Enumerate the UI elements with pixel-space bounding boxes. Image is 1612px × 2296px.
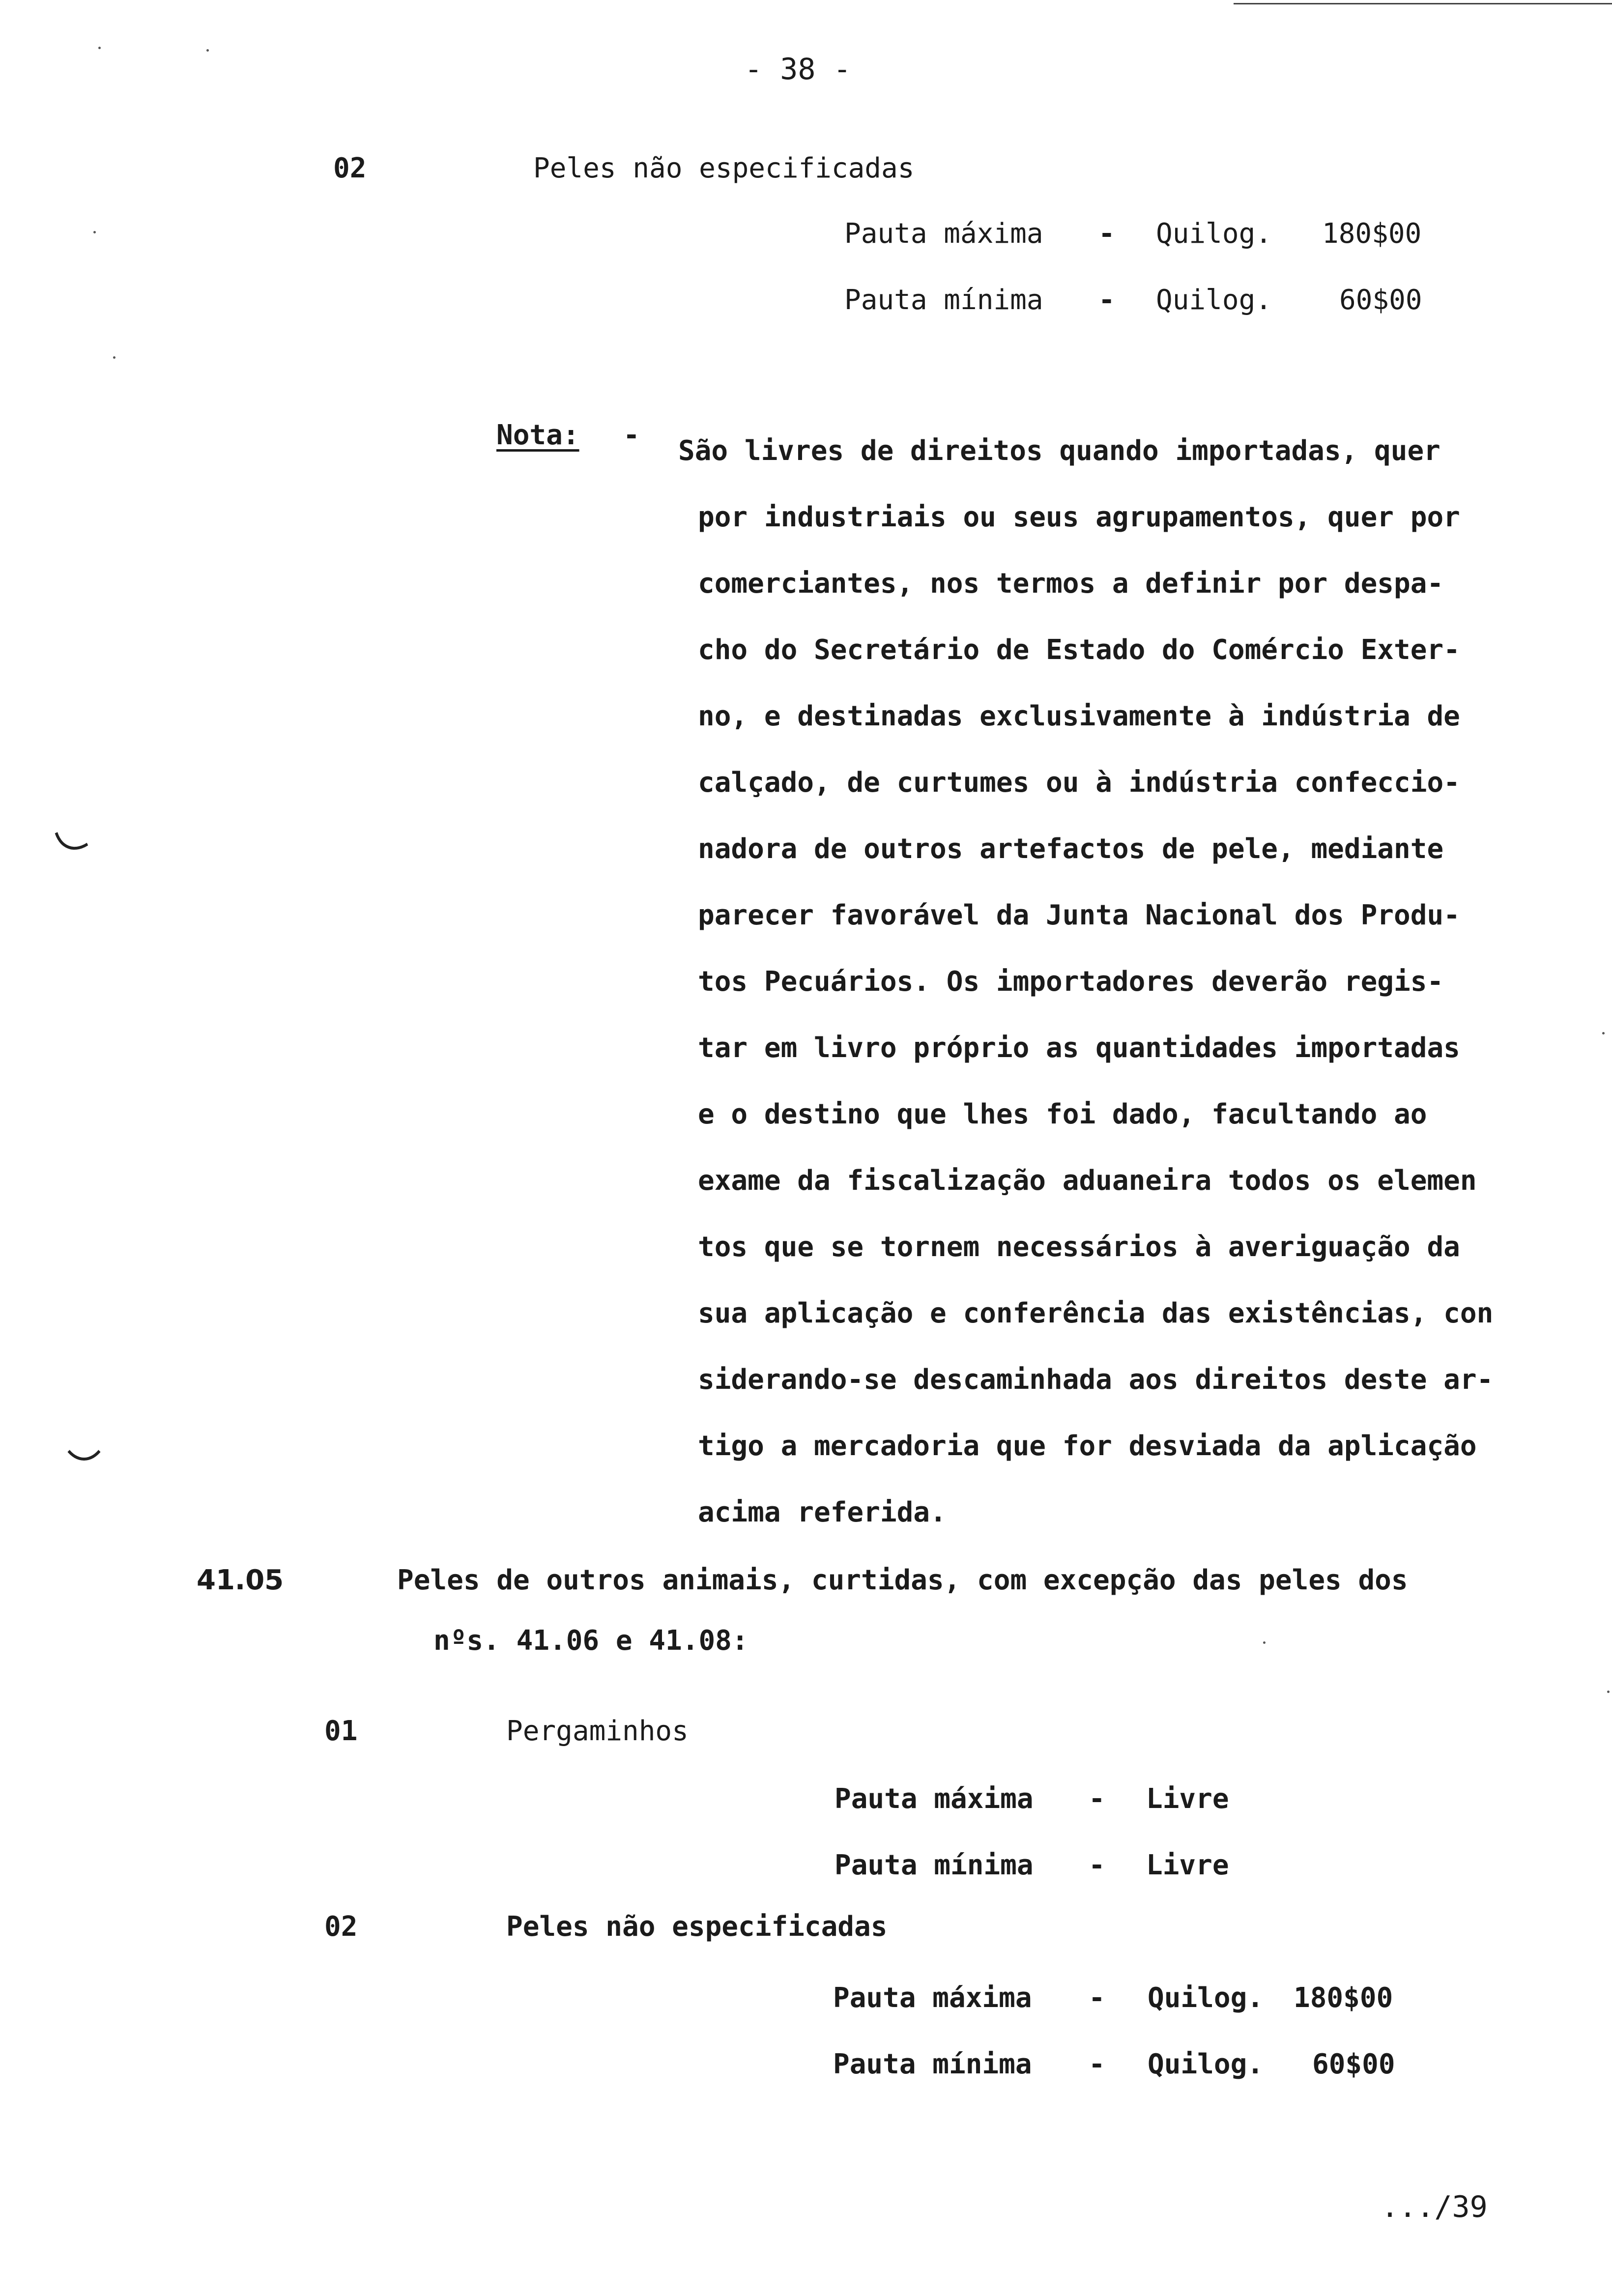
dash: - [1089,2048,1105,2080]
nota-line: sua aplicação e conferência das existências, con [698,1297,1494,1329]
nota-line: tos que se tornem necessários à averiguação da [698,1231,1460,1263]
tariff-max-label: Pauta máxima [835,1783,1034,1815]
continuation-marker: .../39 [1381,2190,1488,2224]
speck [206,49,209,52]
tariff-max-value: Livre [1146,1783,1229,1815]
heading-text-continued: nºs. 41.06 e 41.08: [433,1625,748,1657]
nota-line: e o destino que lhes foi dado, facultando ao [698,1098,1427,1130]
heading-text: Peles de outros animais, curtidas, com excepção das peles dos [397,1564,1408,1596]
page-number: - 38 - [745,52,851,86]
tariff-min-label: Pauta mínima [835,1849,1034,1881]
item-code: 02 [324,1911,358,1943]
speck [1263,1641,1266,1644]
nota-line: siderando-se descaminhada aos direitos deste ar- [698,1364,1494,1396]
tariff-min-label: Pauta mínima [844,284,1043,316]
nota-line: cho do Secretário de Estado do Comércio Exter- [698,634,1460,666]
tariff-max-unit: Quilog. [1148,1982,1264,2014]
nota-line: exame da fiscalização aduaneira todos os elemen [698,1165,1477,1197]
nota-line: comerciantes, nos termos a definir por despa- [698,568,1444,600]
tariff-min-label: Pauta mínima [833,2048,1032,2080]
item-description: Peles não especificadas [506,1911,888,1943]
dash: - [1098,218,1115,250]
item-code: 01 [324,1715,358,1747]
speck [1607,1691,1610,1693]
nota-line: tigo a mercadoria que for desviada da aplicação [698,1430,1477,1462]
tariff-min-value: 60$00 [1312,2048,1395,2080]
dash: - [1098,284,1115,316]
dash: - [1089,1783,1105,1815]
tariff-min-unit: Quilog. [1148,2048,1264,2080]
nota-line: acima referida. [698,1496,947,1528]
item-code: 02 [333,152,367,184]
nota-line: calçado, de curtumes ou à indústria confeccio- [698,767,1460,799]
nota-label: Nota: [496,419,579,451]
speck [93,231,96,233]
nota-line: tar em livro próprio as quantidades importadas [698,1032,1460,1064]
nota-line: nadora de outros artefactos de pele, mediante [698,833,1444,865]
nota-line: parecer favorável da Junta Nacional dos Produ- [698,899,1460,931]
binder-hole-mark [42,760,123,858]
tariff-max-unit: Quilog. [1156,218,1272,250]
nota-dash: - [623,419,640,451]
item-description: Pergaminhos [506,1715,689,1747]
speck [98,47,101,49]
tariff-min-unit: Quilog. [1156,284,1272,316]
nota-line: por industriais ou seus agrupamentos, quer por [698,501,1460,533]
tariff-max-label: Pauta máxima [833,1982,1032,2014]
tariff-max-value: 180$00 [1294,1982,1393,2014]
nota-paragraph [678,418,1583,1546]
tariff-max-label: Pauta máxima [844,218,1043,250]
dash: - [1089,1849,1105,1881]
tariff-min-value: Livre [1146,1849,1229,1881]
tariff-max-value: 180$00 [1322,218,1422,250]
binder-hole-mark [59,1391,109,1461]
dash: - [1089,1982,1105,2014]
heading-code: 41.05 [197,1564,284,1596]
nota-line: São livres de direitos quando importadas, quer [678,435,1440,467]
top-edge-rule [1234,3,1612,4]
nota-line: tos Pecuários. Os importadores deverão regis- [698,966,1444,998]
speck [1602,1032,1605,1034]
item-description: Peles não especificadas [533,152,915,184]
tariff-min-value: 60$00 [1339,284,1422,316]
nota-line: no, e destinadas exclusivamente à indústria de [698,700,1460,732]
speck [113,356,115,359]
